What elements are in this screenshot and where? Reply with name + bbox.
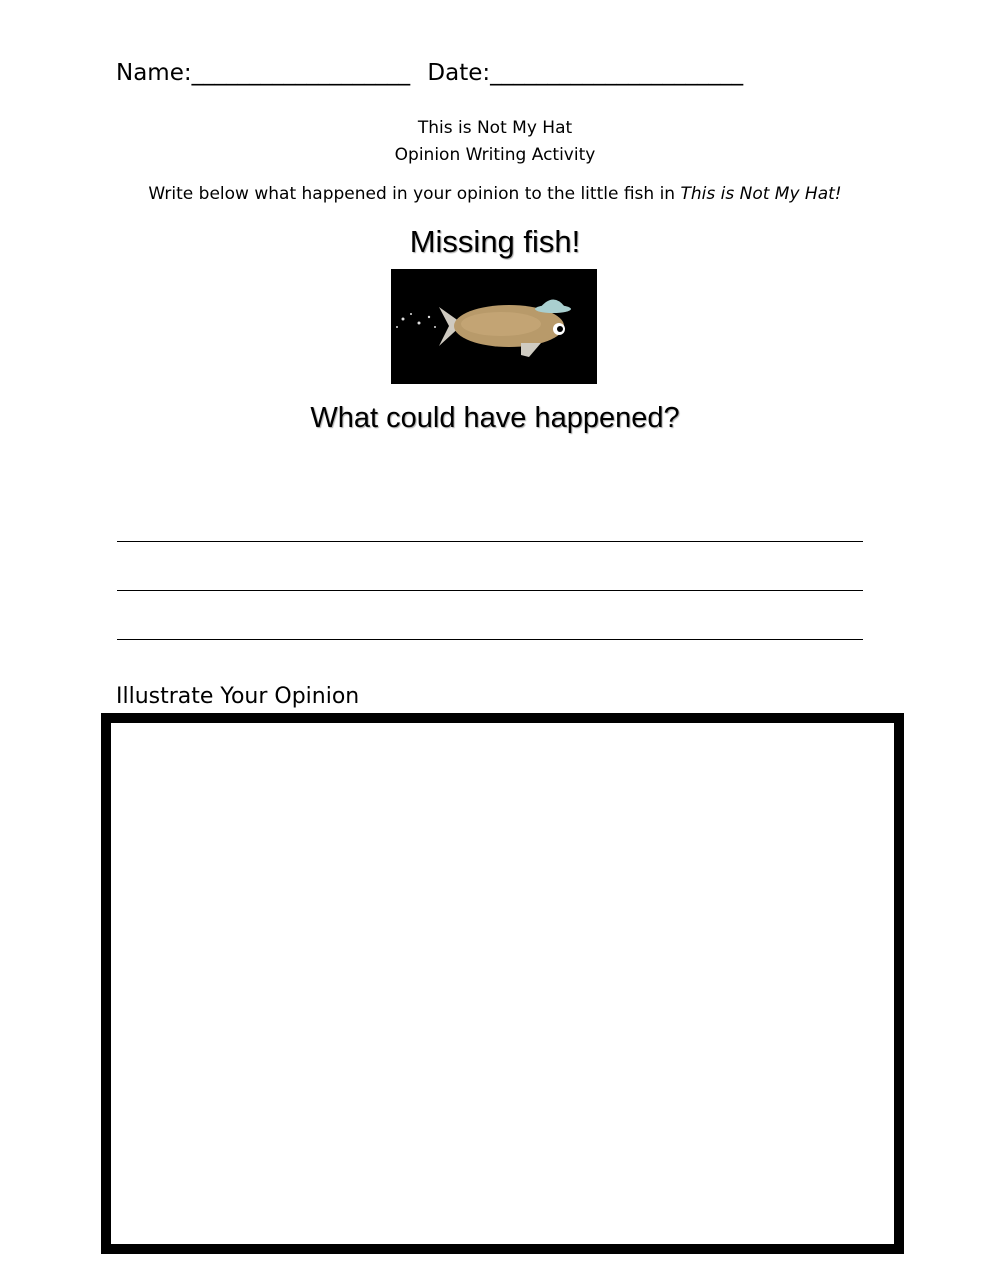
worksheet-title: This is Not My Hat [417, 118, 573, 138]
instruction [0, 184, 990, 204]
worksheet-subtitle: Opinion Writing Activity [394, 145, 596, 165]
question-heading: What could have happened? [310, 402, 680, 434]
writing-line[interactable] [117, 541, 863, 542]
writing-line[interactable] [117, 639, 863, 640]
illustrate-label: Illustrate Your Opinion [116, 684, 360, 709]
missing-fish-heading: Missing fish! [409, 224, 581, 259]
fish-icon [391, 269, 597, 384]
name-field[interactable]: ___________________ [191, 60, 411, 86]
name-label: Name: [116, 60, 192, 86]
name-date-header [116, 60, 743, 86]
drawing-box[interactable] [101, 713, 904, 1254]
instruction-text: Write below what happened in your opinion to the little fish in [148, 184, 681, 204]
writing-line[interactable] [117, 590, 863, 591]
date-label: Date: [427, 60, 491, 86]
fish-illustration [391, 269, 597, 384]
book-title: This is Not My Hat! [680, 184, 842, 204]
date-field[interactable]: ______________________ [490, 60, 744, 86]
